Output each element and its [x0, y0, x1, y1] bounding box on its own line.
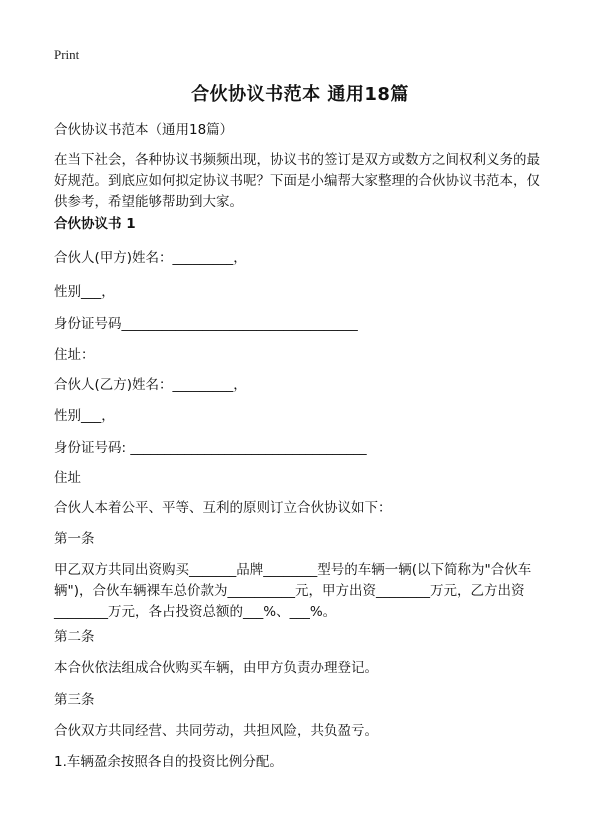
article1-heading: 第一条	[54, 531, 95, 547]
partner-a-id: 身份证号码___________________________________	[54, 316, 358, 332]
partner-a-gender: 性别___，	[54, 284, 115, 300]
partner-b-address: 住址	[54, 470, 81, 486]
article3-text: 合伙双方共同经营、共同劳动，共担风险，共负盈亏。	[54, 723, 378, 739]
article2-text: 本合伙依法组成合伙购买车辆，由甲方负责办理登记。	[54, 660, 378, 676]
partner-a-address: 住址：	[54, 347, 95, 363]
partner-b-name: 合伙人(乙方)姓名：_________，	[54, 377, 247, 393]
article2-heading: 第二条	[54, 629, 95, 645]
article3-heading: 第三条	[54, 692, 95, 708]
partner-a-name: 合伙人(甲方)姓名：_________，	[54, 250, 247, 266]
partner-b-gender: 性别___，	[54, 408, 115, 424]
page-title: 合伙协议书范本 通用18篇	[191, 84, 409, 105]
partner-b-id: 身份证号码: ___________________________________	[54, 440, 367, 456]
article1-text: 甲乙双方共同出资购买_______品牌________型号的车辆一辆(以下简称为"合伙车辆")，合伙车辆裸车总价款为__________元，甲方出资________万元，乙方出资________万元，各占投资总额的___%、___%。	[54, 562, 532, 620]
intro-paragraph: 在当下社会，各种协议书频频出现，协议书的签订是双方或数方之间权利义务的最好规范。到底应如何拟定协议书呢？下面是小编帮大家整理的合伙协议书范本，仅供参考，希望能够帮助到大家。	[54, 152, 540, 210]
principle-text: 合伙人本着公平、平等、互利的原则订立合伙协议如下：	[54, 500, 392, 516]
section-heading: 合伙协议书 1	[54, 216, 136, 232]
print-link[interactable]: Print	[54, 47, 80, 62]
item1-text: 1.车辆盈余按照各自的投资比例分配。	[54, 754, 283, 770]
document-subtitle: 合伙协议书范本（通用18篇）	[54, 122, 234, 138]
